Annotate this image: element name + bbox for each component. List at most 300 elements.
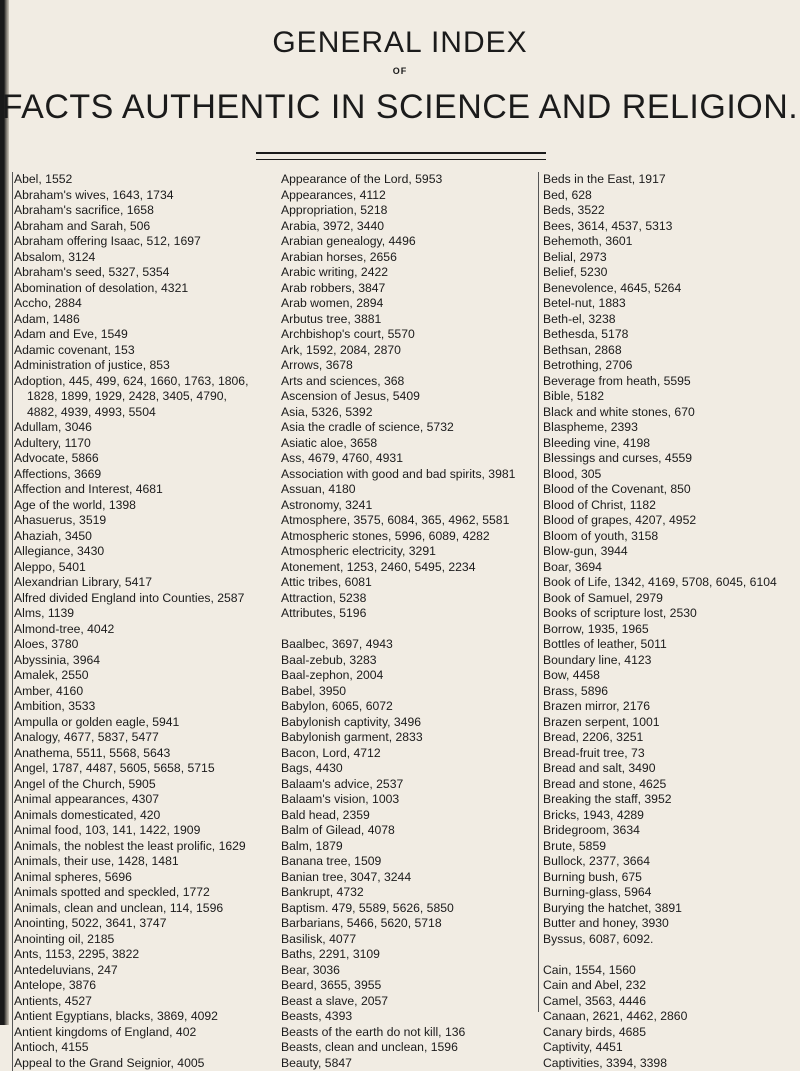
index-entry [14,730,274,746]
index-entry [543,420,800,436]
index-entry-text: Bankrupt, 4732 [281,885,531,901]
index-entry-text: Boundary line, 4123 [543,653,800,669]
index-entry-text: Balaam's advice, 2537 [281,777,531,793]
index-entry-text: Bees, 3614, 4537, 5313 [543,219,800,235]
index-entry [14,978,274,994]
index-entry-text: Adamic covenant, 153 [14,343,274,359]
index-entry [543,482,800,498]
index-entry-text: Anointing oil, 2185 [14,932,274,948]
index-entry [14,575,274,591]
index-entry [543,699,800,715]
index-entry [14,436,274,452]
index-entry-text: Blood of the Covenant, 850 [543,482,800,498]
index-entry-text: Bethsan, 2868 [543,343,800,359]
index-entry-text: Arbutus tree, 3881 [281,312,531,328]
index-entry [543,560,800,576]
index-entry-text: Accho, 2884 [14,296,274,312]
index-entry-text: Association with good and bad spirits, 3981 [281,467,531,483]
index-entry [543,637,800,653]
index-entry [543,1025,800,1041]
index-entry-text: Abraham's seed, 5327, 5354 [14,265,274,281]
index-entry-text: Alexandrian Library, 5417 [14,575,274,591]
index-entry [543,1040,800,1056]
index-entry-text: Beverage from heath, 5595 [543,374,800,390]
index-entry-text: Aleppo, 5401 [14,560,274,576]
index-column-2 [281,172,531,1071]
index-entry-text: Arabian horses, 2656 [281,250,531,266]
index-entry [14,746,274,762]
index-entry [14,420,274,436]
page-binding-edge [0,0,9,1025]
index-entry [14,281,274,297]
index-entry [281,172,531,188]
index-entry-text: Brass, 5896 [543,684,800,700]
index-entry-text: Beasts, 4393 [281,1009,531,1025]
index-entry-text: Attic tribes, 6081 [281,575,531,591]
index-entry [281,730,531,746]
index-entry [543,188,800,204]
index-entry [281,653,531,669]
index-entry-text: Burning bush, 675 [543,870,800,886]
page-headline: FACTS AUTHENTIC IN SCIENCE AND RELIGION. [0,87,800,127]
index-entry-text: Banana tree, 1509 [281,854,531,870]
index-entry [281,234,531,250]
index-entry [14,296,274,312]
index-entry [281,637,531,653]
index-entry [281,405,531,421]
index-entry-text: Adam and Eve, 1549 [14,327,274,343]
index-entry-text: Animals, their use, 1428, 1481 [14,854,274,870]
index-entry-text: Bridegroom, 3634 [543,823,800,839]
index-entry [543,591,800,607]
index-entry [281,839,531,855]
index-entry-text: Adullam, 3046 [14,420,274,436]
index-entry-text: Baal-zebub, 3283 [281,653,531,669]
index-entry [281,668,531,684]
index-entry-text: Bricks, 1943, 4289 [543,808,800,824]
index-entry [14,591,274,607]
index-entry [281,1025,531,1041]
index-entry-text: Almond-tree, 4042 [14,622,274,638]
index-entry [281,746,531,762]
index-entry [281,281,531,297]
index-entry-text: Babylonish captivity, 3496 [281,715,531,731]
index-entry-text: Camel, 3563, 4446 [543,994,800,1010]
index-entry [14,622,274,638]
index-entry [14,715,274,731]
index-entry-text: Betel-nut, 1883 [543,296,800,312]
index-entry-text: Asia, 5326, 5392 [281,405,531,421]
index-entry [14,901,274,917]
index-entry [543,839,800,855]
index-entry-text: Ass, 4679, 4760, 4931 [281,451,531,467]
index-entry [543,854,800,870]
index-entry-text: Atonement, 1253, 2460, 5495, 2234 [281,560,531,576]
index-entry [281,188,531,204]
index-entry-text: Arab women, 2894 [281,296,531,312]
index-entry-text: Ants, 1153, 2295, 3822 [14,947,274,963]
index-entry [14,1025,274,1041]
index-entry-text: Allegiance, 3430 [14,544,274,560]
index-entry [543,513,800,529]
index-entry [281,792,531,808]
index-entry-text: Animal spheres, 5696 [14,870,274,886]
column-divider [538,172,539,1012]
index-entry [281,544,531,560]
index-entry [14,498,274,514]
index-entry-text: Bread, 2206, 3251 [543,730,800,746]
index-entry [281,885,531,901]
index-entry-text: Affections, 3669 [14,467,274,483]
index-entry-text: Ahaziah, 3450 [14,529,274,545]
index-entry-text: Book of Samuel, 2979 [543,591,800,607]
index-entry-text: Baths, 2291, 3109 [281,947,531,963]
index-entry [281,312,531,328]
index-entry [543,358,800,374]
index-entry [543,544,800,560]
index-entry [543,1009,800,1025]
index-entry-text: Blood of Christ, 1182 [543,498,800,514]
index-entry-text: Administration of justice, 853 [14,358,274,374]
index-entry [281,482,531,498]
index-entry [281,901,531,917]
index-entry [14,358,274,374]
index-entry [543,265,800,281]
index-entry [14,808,274,824]
index-entry [281,684,531,700]
index-entry [543,870,800,886]
index-entry-text: Behemoth, 3601 [543,234,800,250]
index-entry-text: Bleeding vine, 4198 [543,436,800,452]
index-entry [543,808,800,824]
index-entry-text: Antelope, 3876 [14,978,274,994]
index-entry [281,203,531,219]
index-entry-text: Amber, 4160 [14,684,274,700]
index-entry-text: Babylonish garment, 2833 [281,730,531,746]
index-entry-text: Byssus, 6087, 6092. [543,932,800,948]
index-entry [281,467,531,483]
index-entry-text: Beard, 3655, 3955 [281,978,531,994]
index-entry [14,668,274,684]
index-entry-text: Beds, 3522 [543,203,800,219]
index-entry-text: Books of scripture lost, 2530 [543,606,800,622]
index-entry [281,451,531,467]
index-entry-text: Black and white stones, 670 [543,405,800,421]
index-entry-text: Animals, the noblest the least prolific, 1629 [14,839,274,855]
index-entry-text: Alms, 1139 [14,606,274,622]
index-entry-text: Amalek, 2550 [14,668,274,684]
index-entry [543,172,800,188]
index-entry [281,513,531,529]
index-entry-text: Abraham's wives, 1643, 1734 [14,188,274,204]
index-entry [543,389,800,405]
index-entry [543,436,800,452]
index-entry [543,746,800,762]
index-entry-text: Burning-glass, 5964 [543,885,800,901]
index-entry-text: Babylon, 6065, 6072 [281,699,531,715]
index-entry [14,932,274,948]
index-entry-text: Bread and stone, 4625 [543,777,800,793]
index-entry [14,839,274,855]
index-entry [14,172,274,188]
index-entry [281,916,531,932]
index-entry-text: Ampulla or golden eagle, 5941 [14,715,274,731]
index-entry-text: Book of Life, 1342, 4169, 5708, 6045, 6104 [543,575,800,591]
index-entry [281,699,531,715]
index-entry [14,219,274,235]
index-entry [14,560,274,576]
index-entry-text: Bread-fruit tree, 73 [543,746,800,762]
index-entry [14,885,274,901]
index-entry [543,653,800,669]
index-entry-text: Atmospheric electricity, 3291 [281,544,531,560]
index-entry-text: Adoption, 445, 499, 624, 1660, 1763, 1806, [14,374,274,390]
index-entry [543,963,800,979]
index-entry [14,823,274,839]
index-entry-text: Attributes, 5196 [281,606,531,622]
index-entry-text: Antioch, 4155 [14,1040,274,1056]
index-entry [14,699,274,715]
index-entry [543,234,800,250]
index-entry [14,1056,274,1071]
index-entry [281,560,531,576]
index-entry-text: Anathema, 5511, 5568, 5643 [14,746,274,762]
index-entry-text: Antient kingdoms of England, 402 [14,1025,274,1041]
index-entry-text: Bald head, 2359 [281,808,531,824]
index-entry [281,808,531,824]
index-entry-text: Age of the world, 1398 [14,498,274,514]
index-entry [281,994,531,1010]
index-entry [281,978,531,994]
index-entry-text: Abraham and Sarah, 506 [14,219,274,235]
index-entry-text: Balm, 1879 [281,839,531,855]
page-subtitle: OF [0,65,800,77]
index-entry [14,947,274,963]
index-entry-text: Bethesda, 5178 [543,327,800,343]
index-entry [14,327,274,343]
index-entry [543,684,800,700]
index-entry-text: Beth-el, 3238 [543,312,800,328]
index-entry [14,637,274,653]
index-entry-text: Benevolence, 4645, 5264 [543,281,800,297]
index-entry [543,343,800,359]
index-entry-text: Blaspheme, 2393 [543,420,800,436]
index-entry-text: Blessings and curses, 4559 [543,451,800,467]
index-entry [14,203,274,219]
index-entry-text: Balm of Gilead, 4078 [281,823,531,839]
index-entry [14,312,274,328]
index-entry-text: Blood of grapes, 4207, 4952 [543,513,800,529]
index-entry [14,916,274,932]
index-entry-text: Arab robbers, 3847 [281,281,531,297]
index-entry [281,575,531,591]
page-title: GENERAL INDEX [0,26,800,60]
index-entry-text: Abel, 1552 [14,172,274,188]
index-entry [281,963,531,979]
index-entry [543,405,800,421]
index-entry [14,963,274,979]
index-entry-text: Beasts, clean and unclean, 1596 [281,1040,531,1056]
index-entry-text: Assuan, 4180 [281,482,531,498]
index-entry-text: Borrow, 1935, 1965 [543,622,800,638]
index-entry [281,1040,531,1056]
index-entry [281,854,531,870]
index-entry [14,188,274,204]
index-entry [281,358,531,374]
index-entry [14,684,274,700]
index-entry-text: Banian tree, 3047, 3244 [281,870,531,886]
index-entry-text: Arabia, 3972, 3440 [281,219,531,235]
index-entry-text: Arabian genealogy, 4496 [281,234,531,250]
index-entry [543,606,800,622]
index-entry [281,219,531,235]
index-entry-text: Ark, 1592, 2084, 2870 [281,343,531,359]
index-entry-text: Beds in the East, 1917 [543,172,800,188]
index-entry-text: Asiatic aloe, 3658 [281,436,531,452]
index-entry-text: Absalom, 3124 [14,250,274,266]
index-entry [543,901,800,917]
index-entry-text: Bed, 628 [543,188,800,204]
index-entry [281,777,531,793]
index-entry-text: Betrothing, 2706 [543,358,800,374]
index-entry-text: Angel, 1787, 4487, 5605, 5658, 5715 [14,761,274,777]
index-entry [281,343,531,359]
index-entry [543,978,800,994]
index-entry-text: Arts and sciences, 368 [281,374,531,390]
index-entry-text: Animals, clean and unclean, 114, 1596 [14,901,274,917]
index-entry [14,606,274,622]
index-entry-text: Aloes, 3780 [14,637,274,653]
index-entry-text: Arabic writing, 2422 [281,265,531,281]
index-entry-text: Blow-gun, 3944 [543,544,800,560]
index-entry [543,250,800,266]
index-entry-text: Ahasuerus, 3519 [14,513,274,529]
index-entry-text: Antedeluvians, 247 [14,963,274,979]
index-entry [281,250,531,266]
index-entry-text: Alfred divided England into Counties, 2587 [14,591,274,607]
index-entry-text: Baptism. 479, 5589, 5626, 5850 [281,901,531,917]
index-entry [14,467,274,483]
index-entry [543,668,800,684]
index-entry [14,513,274,529]
index-entry-text: Appeal to the Grand Seignior, 4005 [14,1056,274,1071]
section-gap [543,947,800,963]
index-entry [543,715,800,731]
index-entry-text: Beast a slave, 2057 [281,994,531,1010]
index-entry [281,498,531,514]
index-entry-text: Beasts of the earth do not kill, 136 [281,1025,531,1041]
index-entry-text: Adam, 1486 [14,312,274,328]
index-entry [543,622,800,638]
index-entry-text: Brazen mirror, 2176 [543,699,800,715]
index-entry [14,374,274,421]
index-entry-continuation: 1828, 1899, 1929, 2428, 3405, 4790, [14,389,274,405]
index-entry [14,854,274,870]
index-entry-text: Atmosphere, 3575, 6084, 365, 4962, 5581 [281,513,531,529]
index-entry [14,1009,274,1025]
index-entry [281,606,531,622]
index-entry-text: Canary birds, 4685 [543,1025,800,1041]
index-entry [14,234,274,250]
index-entry-text: Abomination of desolation, 4321 [14,281,274,297]
index-entry-text: Appearances, 4112 [281,188,531,204]
index-entry-text: Animals domesticated, 420 [14,808,274,824]
index-entry [543,575,800,591]
index-entry [543,529,800,545]
index-entry-text: Belial, 2973 [543,250,800,266]
index-entry [281,932,531,948]
index-entry [281,761,531,777]
index-entry-text: Canaan, 2621, 4462, 2860 [543,1009,800,1025]
index-entry [543,885,800,901]
index-entry-text: Antients, 4527 [14,994,274,1010]
index-entry [543,219,800,235]
index-entry-text: Asia the cradle of science, 5732 [281,420,531,436]
index-entry-text: Blood, 305 [543,467,800,483]
index-entry [281,327,531,343]
index-entry [281,374,531,390]
index-entry-text: Animal appearances, 4307 [14,792,274,808]
index-entry [14,451,274,467]
index-entry-text: Bullock, 2377, 3664 [543,854,800,870]
index-entry-text: Butter and honey, 3930 [543,916,800,932]
index-entry [14,265,274,281]
index-entry [281,591,531,607]
index-entry [543,730,800,746]
index-entry-text: Attraction, 5238 [281,591,531,607]
index-entry-text: Archbishop's court, 5570 [281,327,531,343]
index-entry [14,250,274,266]
index-entry [281,436,531,452]
index-entry-text: Abyssinia, 3964 [14,653,274,669]
index-entry-text: Bow, 4458 [543,668,800,684]
index-entry-text: Brazen serpent, 1001 [543,715,800,731]
index-entry [543,1056,800,1071]
index-entry [543,327,800,343]
index-entry-text: Bacon, Lord, 4712 [281,746,531,762]
index-column-3 [543,172,800,1071]
index-entry-text: Baal-zephon, 2004 [281,668,531,684]
index-entry [543,761,800,777]
index-entry-text: Burying the hatchet, 3891 [543,901,800,917]
index-entry-text: Bible, 5182 [543,389,800,405]
index-entry [281,715,531,731]
index-entry [281,420,531,436]
index-entry-text: Antient Egyptians, blacks, 3869, 4092 [14,1009,274,1025]
index-entry [281,529,531,545]
index-entry [281,389,531,405]
index-entry [14,529,274,545]
index-entry [543,823,800,839]
index-entry-text: Ambition, 3533 [14,699,274,715]
index-entry [14,761,274,777]
index-entry [281,265,531,281]
index-entry-text: Bear, 3036 [281,963,531,979]
index-entry [543,374,800,390]
title-rule [256,152,546,160]
index-entry [281,823,531,839]
index-entry-text: Bags, 4430 [281,761,531,777]
index-entry [281,870,531,886]
index-entry-text: Basilisk, 4077 [281,932,531,948]
index-entry-text: Bloom of youth, 3158 [543,529,800,545]
index-entry-text: Appropriation, 5218 [281,203,531,219]
index-entry-text: Animals spotted and speckled, 1772 [14,885,274,901]
index-entry-text: Anointing, 5022, 3641, 3747 [14,916,274,932]
index-entry-text: Analogy, 4677, 5837, 5477 [14,730,274,746]
index-entry [14,1040,274,1056]
index-entry-text: Angel of the Church, 5905 [14,777,274,793]
